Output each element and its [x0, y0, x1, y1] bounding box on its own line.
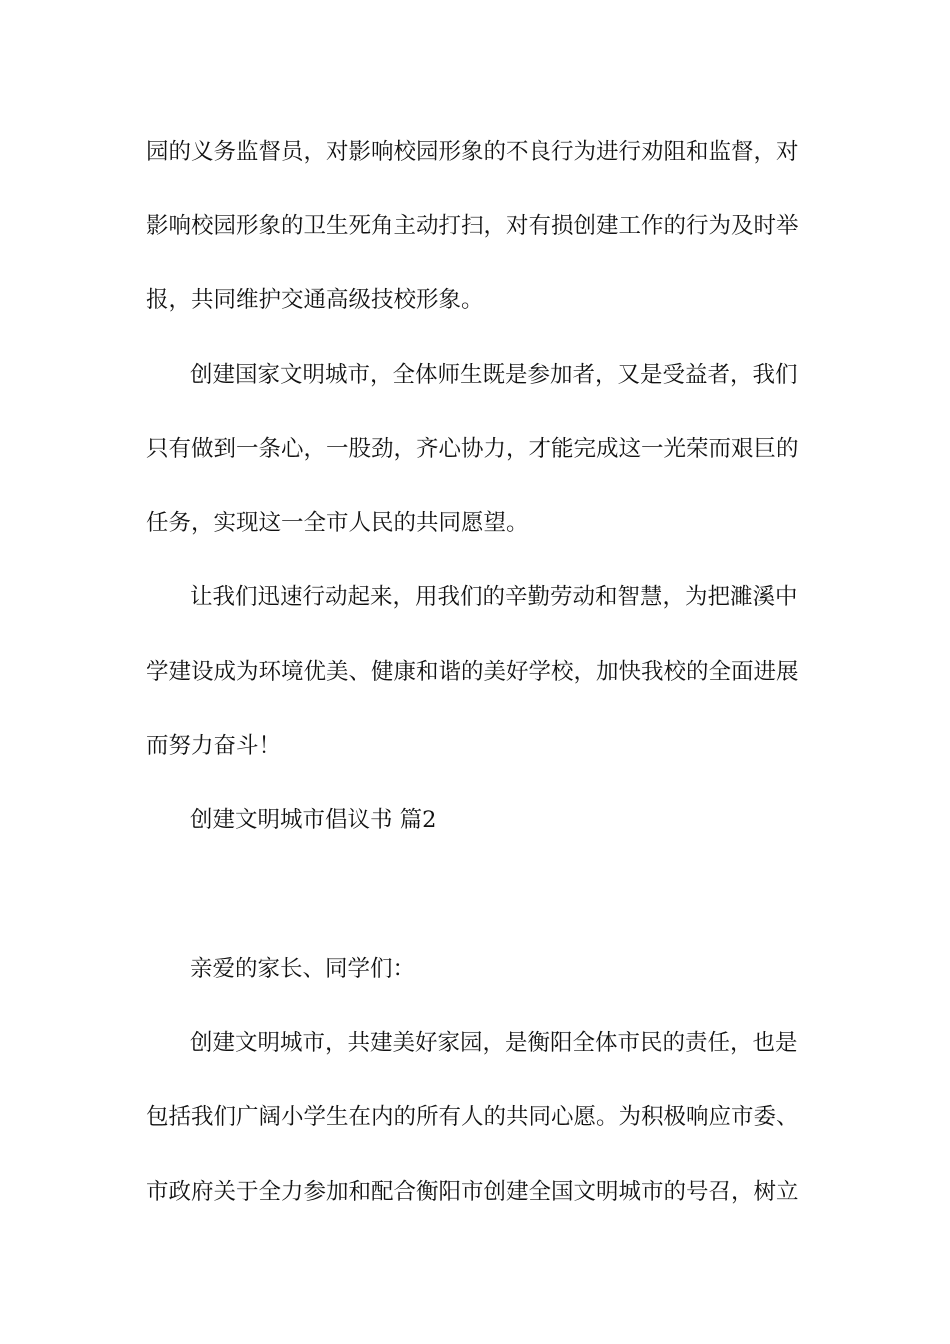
salutation: 亲爱的家长、同学们：	[190, 956, 416, 982]
text-line: 学建设成为环境优美、健康和谐的美好学校，加快我校的全面进展	[146, 659, 799, 685]
section-heading: 创建文明城市倡议书 篇2	[190, 807, 437, 833]
text-line: 园的义务监督员，对影响校园形象的不良行为进行劝阻和监督，对	[146, 139, 799, 165]
text-line: 只有做到一条心，一股劲，齐心协力，才能完成这一光荣而艰巨的	[146, 436, 799, 462]
text-line: 而努力奋斗！	[146, 733, 282, 759]
text-line: 报，共同维护交通高级技校形象。	[146, 287, 484, 313]
text-line: 包括我们广阔小学生在内的所有人的共同心愿。为积极响应市委、	[146, 1104, 799, 1130]
paragraph-start-line: 创建国家文明城市，全体师生既是参加者，又是受益者，我们	[190, 362, 798, 388]
paragraph-start-line: 让我们迅速行动起来，用我们的辛勤劳动和智慧，为把濉溪中	[190, 584, 798, 610]
text-line: 影响校园形象的卫生死角主动打扫，对有损创建工作的行为及时举	[146, 213, 799, 239]
paragraph-start-line: 创建文明城市，共建美好家园，是衡阳全体市民的责任，也是	[190, 1030, 798, 1056]
text-line: 任务，实现这一全市人民的共同愿望。	[146, 510, 529, 536]
text-line: 市政府关于全力参加和配合衡阳市创建全国文明城市的号召，树立	[146, 1179, 799, 1205]
